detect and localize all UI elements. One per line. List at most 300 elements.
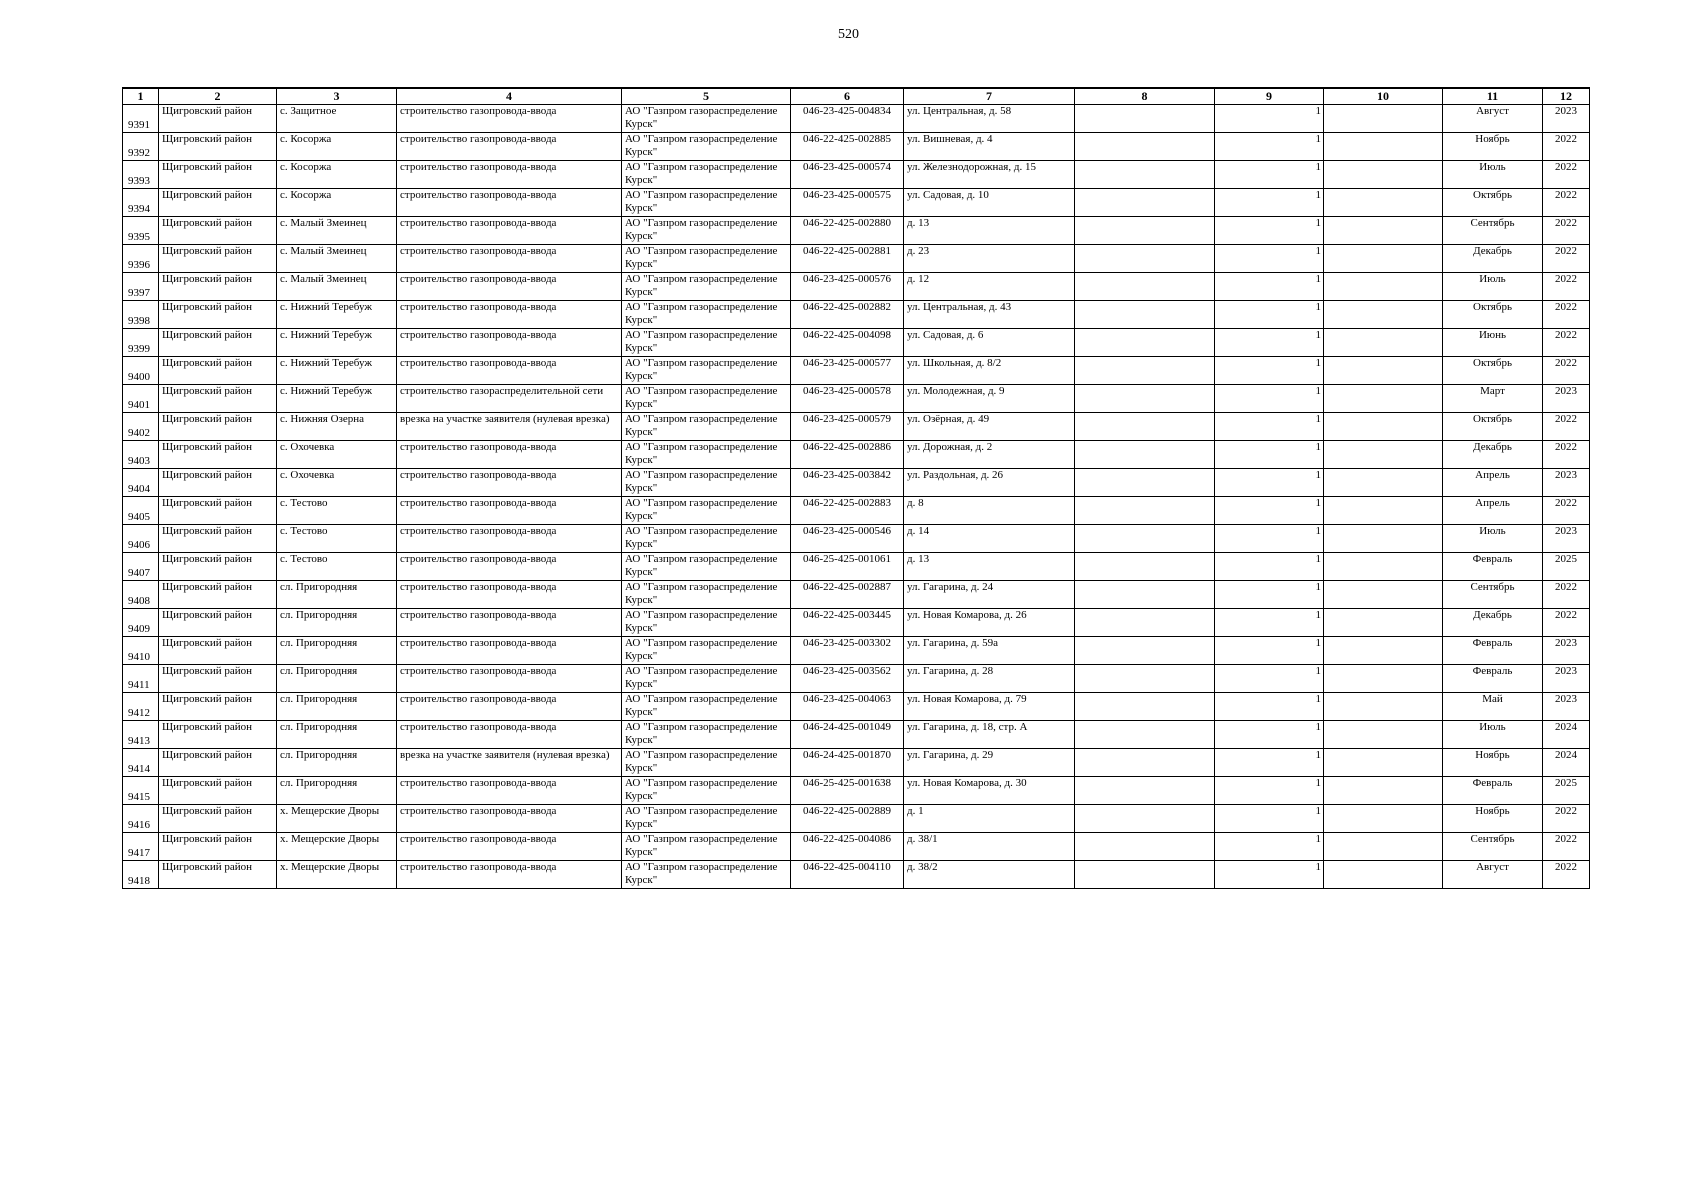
code-cell-text: 046-23-425-000575 bbox=[803, 189, 891, 201]
year-cell bbox=[1543, 189, 1590, 217]
work-type-cell-text: врезка на участке заявителя (нулевая врезка) bbox=[400, 413, 610, 425]
address-cell bbox=[904, 777, 1075, 805]
quantity-cell-text: 1 bbox=[1315, 413, 1321, 425]
column-10-cell bbox=[1324, 497, 1443, 525]
column-10-cell-text bbox=[1327, 609, 1442, 636]
table-row bbox=[123, 693, 1590, 721]
code-cell-text: 046-23-425-000577 bbox=[803, 357, 891, 369]
address-cell-text: ул. Новая Комарова, д. 79 bbox=[907, 693, 1027, 705]
month-cell bbox=[1443, 469, 1543, 497]
column-header-8: 8 bbox=[1075, 88, 1215, 105]
address-cell bbox=[904, 581, 1075, 609]
year-cell bbox=[1543, 161, 1590, 189]
code-cell-text: 046-22-425-002887 bbox=[803, 581, 891, 593]
table-row bbox=[123, 777, 1590, 805]
locality-cell bbox=[277, 357, 397, 385]
work-type-cell bbox=[397, 161, 622, 189]
address-cell-text: ул. Молодежная, д. 9 bbox=[907, 385, 1005, 397]
locality-cell-text: сл. Пригородняя bbox=[280, 609, 358, 621]
district-cell-text: Щигровский район bbox=[162, 581, 253, 593]
code-cell bbox=[791, 833, 904, 861]
code-cell bbox=[791, 609, 904, 637]
locality-cell bbox=[277, 301, 397, 329]
work-type-cell-text: строительство газопровода-ввода bbox=[400, 189, 557, 201]
month-cell bbox=[1443, 273, 1543, 301]
table-row bbox=[123, 161, 1590, 189]
year-cell-text: 2023 bbox=[1555, 469, 1577, 481]
organization-cell bbox=[622, 525, 791, 553]
year-cell bbox=[1543, 133, 1590, 161]
work-type-cell bbox=[397, 105, 622, 133]
table-row bbox=[123, 553, 1590, 581]
month-cell-text: Февраль bbox=[1472, 665, 1513, 677]
organization-cell bbox=[622, 777, 791, 805]
column-header-6: 6 bbox=[791, 88, 904, 105]
address-cell-text: ул. Центральная, д. 43 bbox=[907, 301, 1012, 313]
month-cell-text: Март bbox=[1480, 385, 1505, 397]
organization-cell-text: АО "Газпром газораспределение Курск" bbox=[625, 693, 778, 718]
column-header-11: 11 bbox=[1443, 88, 1543, 105]
district-cell bbox=[159, 189, 277, 217]
code-cell-text: 046-25-425-001061 bbox=[803, 553, 891, 565]
organization-cell-text: АО "Газпром газораспределение Курск" bbox=[625, 301, 778, 326]
code-cell-text: 046-23-425-000576 bbox=[803, 273, 891, 285]
column-10-cell bbox=[1324, 805, 1443, 833]
organization-cell-text: АО "Газпром газораспределение Курск" bbox=[625, 245, 778, 270]
work-type-cell bbox=[397, 637, 622, 665]
locality-cell bbox=[277, 385, 397, 413]
district-cell bbox=[159, 721, 277, 749]
address-cell bbox=[904, 665, 1075, 693]
district-cell bbox=[159, 861, 277, 889]
column-8-cell bbox=[1075, 497, 1215, 525]
locality-cell-text: с. Тестово bbox=[280, 525, 328, 537]
column-header-10: 10 bbox=[1324, 88, 1443, 105]
locality-cell bbox=[277, 133, 397, 161]
address-cell-text: ул. Раздольная, д. 26 bbox=[907, 469, 1004, 481]
column-10-cell bbox=[1324, 469, 1443, 497]
locality-cell-text: с. Нижний Теребуж bbox=[280, 329, 372, 341]
code-cell bbox=[791, 525, 904, 553]
locality-cell-text: х. Мещерские Дворы bbox=[280, 861, 380, 873]
district-cell bbox=[159, 273, 277, 301]
organization-cell bbox=[622, 693, 791, 721]
column-10-cell-text bbox=[1327, 273, 1442, 300]
month-cell bbox=[1443, 637, 1543, 665]
year-cell bbox=[1543, 581, 1590, 609]
column-8-cell bbox=[1075, 833, 1215, 861]
address-cell-text: ул. Садовая, д. 10 bbox=[907, 189, 989, 201]
column-10-cell-text bbox=[1327, 581, 1442, 608]
district-cell bbox=[159, 301, 277, 329]
quantity-cell-text: 1 bbox=[1315, 665, 1321, 677]
address-cell bbox=[904, 637, 1075, 665]
row-number: 9399 bbox=[123, 329, 159, 357]
organization-cell bbox=[622, 665, 791, 693]
quantity-cell-text: 1 bbox=[1315, 245, 1321, 257]
locality-cell bbox=[277, 413, 397, 441]
column-8-cell-text bbox=[1078, 189, 1214, 216]
district-cell bbox=[159, 609, 277, 637]
district-cell-text: Щигровский район bbox=[162, 105, 253, 117]
year-cell-text: 2022 bbox=[1555, 273, 1577, 285]
month-cell-text: Июль bbox=[1479, 273, 1506, 285]
organization-cell-text: АО "Газпром газораспределение Курск" bbox=[625, 861, 778, 886]
table-row bbox=[123, 301, 1590, 329]
year-cell bbox=[1543, 665, 1590, 693]
month-cell-text: Ноябрь bbox=[1475, 749, 1510, 761]
locality-cell-text: с. Малый Змеинец bbox=[280, 217, 367, 229]
code-cell-text: 046-22-425-004086 bbox=[803, 833, 891, 845]
address-cell bbox=[904, 133, 1075, 161]
work-type-cell-text: строительство газопровода-ввода bbox=[400, 777, 557, 789]
locality-cell bbox=[277, 553, 397, 581]
data-table bbox=[122, 87, 1590, 889]
organization-cell bbox=[622, 161, 791, 189]
organization-cell bbox=[622, 721, 791, 749]
code-cell bbox=[791, 301, 904, 329]
row-number: 9405 bbox=[123, 497, 159, 525]
column-10-cell bbox=[1324, 385, 1443, 413]
locality-cell-text: с. Нижняя Озерна bbox=[280, 413, 365, 425]
code-cell-text: 046-24-425-001870 bbox=[803, 749, 891, 761]
organization-cell bbox=[622, 861, 791, 889]
work-type-cell-text: строительство газопровода-ввода bbox=[400, 861, 557, 873]
address-cell-text: ул. Новая Комарова, д. 26 bbox=[907, 609, 1027, 621]
year-cell bbox=[1543, 833, 1590, 861]
address-cell bbox=[904, 385, 1075, 413]
work-type-cell-text: строительство газопровода-ввода bbox=[400, 693, 557, 705]
column-8-cell bbox=[1075, 805, 1215, 833]
address-cell bbox=[904, 329, 1075, 357]
locality-cell-text: х. Мещерские Дворы bbox=[280, 833, 380, 845]
month-cell bbox=[1443, 329, 1543, 357]
table-row bbox=[123, 665, 1590, 693]
year-cell bbox=[1543, 217, 1590, 245]
address-cell-text: д. 23 bbox=[907, 245, 930, 257]
year-cell bbox=[1543, 749, 1590, 777]
month-cell-text: Апрель bbox=[1475, 497, 1510, 509]
district-cell bbox=[159, 469, 277, 497]
month-cell-text: Июль bbox=[1479, 161, 1506, 173]
column-10-cell-text bbox=[1327, 805, 1442, 832]
column-10-cell-text bbox=[1327, 357, 1442, 384]
work-type-cell bbox=[397, 525, 622, 553]
locality-cell-text: с. Косоржа bbox=[280, 133, 332, 145]
code-cell bbox=[791, 749, 904, 777]
quantity-cell bbox=[1215, 217, 1324, 245]
month-cell-text: Ноябрь bbox=[1475, 805, 1510, 817]
column-8-cell-text bbox=[1078, 161, 1214, 188]
locality-cell-text: с. Нижний Теребуж bbox=[280, 301, 372, 313]
quantity-cell bbox=[1215, 273, 1324, 301]
month-cell-text: Июнь bbox=[1478, 329, 1507, 341]
address-cell bbox=[904, 161, 1075, 189]
work-type-cell bbox=[397, 749, 622, 777]
column-10-cell-text bbox=[1327, 525, 1442, 552]
column-8-cell bbox=[1075, 553, 1215, 581]
quantity-cell-text: 1 bbox=[1315, 833, 1321, 845]
work-type-cell bbox=[397, 833, 622, 861]
column-8-cell bbox=[1075, 777, 1215, 805]
code-cell-text: 046-22-425-002882 bbox=[803, 301, 891, 313]
quantity-cell bbox=[1215, 833, 1324, 861]
quantity-cell bbox=[1215, 329, 1324, 357]
column-8-cell-text bbox=[1078, 777, 1214, 804]
district-cell bbox=[159, 777, 277, 805]
column-8-cell-text bbox=[1078, 693, 1214, 720]
district-cell bbox=[159, 105, 277, 133]
address-cell-text: ул. Садовая, д. 6 bbox=[907, 329, 984, 341]
month-cell-text: Апрель bbox=[1475, 469, 1510, 481]
column-8-cell bbox=[1075, 721, 1215, 749]
month-cell bbox=[1443, 693, 1543, 721]
column-8-cell bbox=[1075, 441, 1215, 469]
address-cell bbox=[904, 833, 1075, 861]
locality-cell bbox=[277, 637, 397, 665]
month-cell bbox=[1443, 385, 1543, 413]
year-cell-text: 2024 bbox=[1555, 749, 1577, 761]
column-header-12: 12 bbox=[1543, 88, 1590, 105]
code-cell bbox=[791, 665, 904, 693]
work-type-cell-text: строительство газопровода-ввода bbox=[400, 357, 557, 369]
table-row bbox=[123, 497, 1590, 525]
address-cell bbox=[904, 441, 1075, 469]
column-10-cell bbox=[1324, 693, 1443, 721]
column-8-cell-text bbox=[1078, 357, 1214, 384]
work-type-cell-text: строительство газопровода-ввода bbox=[400, 441, 557, 453]
row-number: 9398 bbox=[123, 301, 159, 329]
work-type-cell-text: строительство газораспределительной сети bbox=[400, 385, 604, 397]
column-10-cell-text bbox=[1327, 217, 1442, 244]
quantity-cell-text: 1 bbox=[1315, 693, 1321, 705]
quantity-cell bbox=[1215, 749, 1324, 777]
work-type-cell bbox=[397, 329, 622, 357]
column-10-cell bbox=[1324, 749, 1443, 777]
table-row bbox=[123, 217, 1590, 245]
organization-cell-text: АО "Газпром газораспределение Курск" bbox=[625, 133, 778, 158]
address-cell-text: ул. Гагарина, д. 29 bbox=[907, 749, 994, 761]
code-cell bbox=[791, 581, 904, 609]
locality-cell bbox=[277, 693, 397, 721]
year-cell-text: 2022 bbox=[1555, 245, 1577, 257]
work-type-cell-text: строительство газопровода-ввода bbox=[400, 833, 557, 845]
quantity-cell bbox=[1215, 189, 1324, 217]
quantity-cell-text: 1 bbox=[1315, 805, 1321, 817]
row-number: 9394 bbox=[123, 189, 159, 217]
month-cell-text: Октябрь bbox=[1473, 189, 1512, 201]
quantity-cell-text: 1 bbox=[1315, 329, 1321, 341]
column-8-cell-text bbox=[1078, 833, 1214, 860]
month-cell-text: Май bbox=[1482, 693, 1503, 705]
column-8-cell-text bbox=[1078, 413, 1214, 440]
organization-cell bbox=[622, 357, 791, 385]
quantity-cell-text: 1 bbox=[1315, 637, 1321, 649]
row-number: 9410 bbox=[123, 637, 159, 665]
column-10-cell bbox=[1324, 553, 1443, 581]
address-cell-text: ул. Центральная, д. 58 bbox=[907, 105, 1012, 117]
column-10-cell-text bbox=[1327, 497, 1442, 524]
code-cell-text: 046-24-425-001049 bbox=[803, 721, 891, 733]
quantity-cell-text: 1 bbox=[1315, 777, 1321, 789]
year-cell bbox=[1543, 777, 1590, 805]
page-number: 520 bbox=[838, 27, 859, 42]
column-8-cell bbox=[1075, 609, 1215, 637]
locality-cell bbox=[277, 581, 397, 609]
month-cell bbox=[1443, 301, 1543, 329]
table-row bbox=[123, 721, 1590, 749]
locality-cell-text: с. Малый Змеинец bbox=[280, 273, 367, 285]
work-type-cell-text: строительство газопровода-ввода bbox=[400, 637, 557, 649]
month-cell-text: Октябрь bbox=[1473, 357, 1512, 369]
district-cell-text: Щигровский район bbox=[162, 301, 253, 313]
quantity-cell bbox=[1215, 133, 1324, 161]
quantity-cell bbox=[1215, 441, 1324, 469]
organization-cell-text: АО "Газпром газораспределение Курск" bbox=[625, 777, 778, 802]
column-10-cell bbox=[1324, 301, 1443, 329]
row-number: 9401 bbox=[123, 385, 159, 413]
district-cell-text: Щигровский район bbox=[162, 413, 253, 425]
address-cell bbox=[904, 189, 1075, 217]
row-number: 9404 bbox=[123, 469, 159, 497]
column-10-cell bbox=[1324, 833, 1443, 861]
locality-cell bbox=[277, 441, 397, 469]
locality-cell-text: с. Защитное bbox=[280, 105, 337, 117]
column-10-cell bbox=[1324, 525, 1443, 553]
work-type-cell-text: строительство газопровода-ввода bbox=[400, 133, 557, 145]
organization-cell bbox=[622, 413, 791, 441]
quantity-cell-text: 1 bbox=[1315, 385, 1321, 397]
column-8-cell bbox=[1075, 665, 1215, 693]
organization-cell-text: АО "Газпром газораспределение Курск" bbox=[625, 385, 778, 410]
quantity-cell bbox=[1215, 413, 1324, 441]
column-8-cell-text bbox=[1078, 665, 1214, 692]
organization-cell-text: АО "Газпром газораспределение Курск" bbox=[625, 329, 778, 354]
year-cell-text: 2023 bbox=[1555, 637, 1577, 649]
district-cell bbox=[159, 665, 277, 693]
district-cell-text: Щигровский район bbox=[162, 833, 253, 845]
work-type-cell bbox=[397, 805, 622, 833]
table-row bbox=[123, 385, 1590, 413]
year-cell bbox=[1543, 609, 1590, 637]
column-8-cell bbox=[1075, 637, 1215, 665]
organization-cell-text: АО "Газпром газораспределение Курск" bbox=[625, 805, 778, 830]
year-cell bbox=[1543, 861, 1590, 889]
organization-cell-text: АО "Газпром газораспределение Курск" bbox=[625, 581, 778, 606]
address-cell-text: д. 12 bbox=[907, 273, 930, 285]
code-cell bbox=[791, 133, 904, 161]
locality-cell-text: с. Нижний Теребуж bbox=[280, 357, 372, 369]
year-cell bbox=[1543, 385, 1590, 413]
year-cell-text: 2023 bbox=[1555, 665, 1577, 677]
column-header-9: 9 bbox=[1215, 88, 1324, 105]
code-cell bbox=[791, 861, 904, 889]
row-number: 9408 bbox=[123, 581, 159, 609]
district-cell bbox=[159, 329, 277, 357]
work-type-cell-text: строительство газопровода-ввода bbox=[400, 329, 557, 341]
column-10-cell-text bbox=[1327, 721, 1442, 748]
column-8-cell-text bbox=[1078, 245, 1214, 272]
table-row bbox=[123, 469, 1590, 497]
code-cell bbox=[791, 721, 904, 749]
work-type-cell bbox=[397, 133, 622, 161]
column-8-cell-text bbox=[1078, 609, 1214, 636]
district-cell bbox=[159, 441, 277, 469]
locality-cell-text: с. Малый Змеинец bbox=[280, 245, 367, 257]
column-10-cell-text bbox=[1327, 833, 1442, 860]
year-cell-text: 2022 bbox=[1555, 189, 1577, 201]
row-number: 9395 bbox=[123, 217, 159, 245]
quantity-cell bbox=[1215, 301, 1324, 329]
locality-cell-text: с. Косоржа bbox=[280, 161, 332, 173]
address-cell-text: ул. Вишневая, д. 4 bbox=[907, 133, 993, 145]
locality-cell bbox=[277, 469, 397, 497]
organization-cell-text: АО "Газпром газораспределение Курск" bbox=[625, 469, 778, 494]
column-8-cell bbox=[1075, 133, 1215, 161]
work-type-cell bbox=[397, 469, 622, 497]
month-cell bbox=[1443, 581, 1543, 609]
code-cell bbox=[791, 469, 904, 497]
code-cell bbox=[791, 777, 904, 805]
year-cell-text: 2022 bbox=[1555, 301, 1577, 313]
column-10-cell-text bbox=[1327, 553, 1442, 580]
column-header-2: 2 bbox=[159, 88, 277, 105]
month-cell bbox=[1443, 245, 1543, 273]
column-10-cell-text bbox=[1327, 105, 1442, 132]
header-row bbox=[123, 88, 1590, 105]
column-10-cell-text bbox=[1327, 245, 1442, 272]
month-cell-text: Февраль bbox=[1472, 553, 1513, 565]
column-10-cell-text bbox=[1327, 777, 1442, 804]
code-cell bbox=[791, 441, 904, 469]
month-cell bbox=[1443, 217, 1543, 245]
district-cell bbox=[159, 637, 277, 665]
district-cell-text: Щигровский район bbox=[162, 469, 253, 481]
month-cell bbox=[1443, 133, 1543, 161]
locality-cell bbox=[277, 497, 397, 525]
address-cell bbox=[904, 217, 1075, 245]
table-row bbox=[123, 273, 1590, 301]
work-type-cell bbox=[397, 553, 622, 581]
locality-cell bbox=[277, 105, 397, 133]
organization-cell bbox=[622, 581, 791, 609]
quantity-cell bbox=[1215, 553, 1324, 581]
code-cell-text: 046-22-425-003445 bbox=[803, 609, 891, 621]
address-cell-text: ул. Школьная, д. 8/2 bbox=[907, 357, 1002, 369]
work-type-cell bbox=[397, 441, 622, 469]
column-8-cell-text bbox=[1078, 441, 1214, 468]
month-cell bbox=[1443, 805, 1543, 833]
quantity-cell-text: 1 bbox=[1315, 749, 1321, 761]
column-10-cell bbox=[1324, 357, 1443, 385]
year-cell-text: 2022 bbox=[1555, 805, 1577, 817]
locality-cell-text: сл. Пригородняя bbox=[280, 749, 358, 761]
row-number: 9403 bbox=[123, 441, 159, 469]
column-10-cell bbox=[1324, 637, 1443, 665]
address-cell-text: д. 8 bbox=[907, 497, 924, 509]
work-type-cell bbox=[397, 861, 622, 889]
quantity-cell bbox=[1215, 609, 1324, 637]
table-row bbox=[123, 189, 1590, 217]
year-cell-text: 2022 bbox=[1555, 329, 1577, 341]
column-10-cell-text bbox=[1327, 637, 1442, 664]
quantity-cell-text: 1 bbox=[1315, 553, 1321, 565]
code-cell-text: 046-22-425-002883 bbox=[803, 497, 891, 509]
organization-cell bbox=[622, 189, 791, 217]
row-number: 9416 bbox=[123, 805, 159, 833]
table-row bbox=[123, 245, 1590, 273]
quantity-cell-text: 1 bbox=[1315, 609, 1321, 621]
